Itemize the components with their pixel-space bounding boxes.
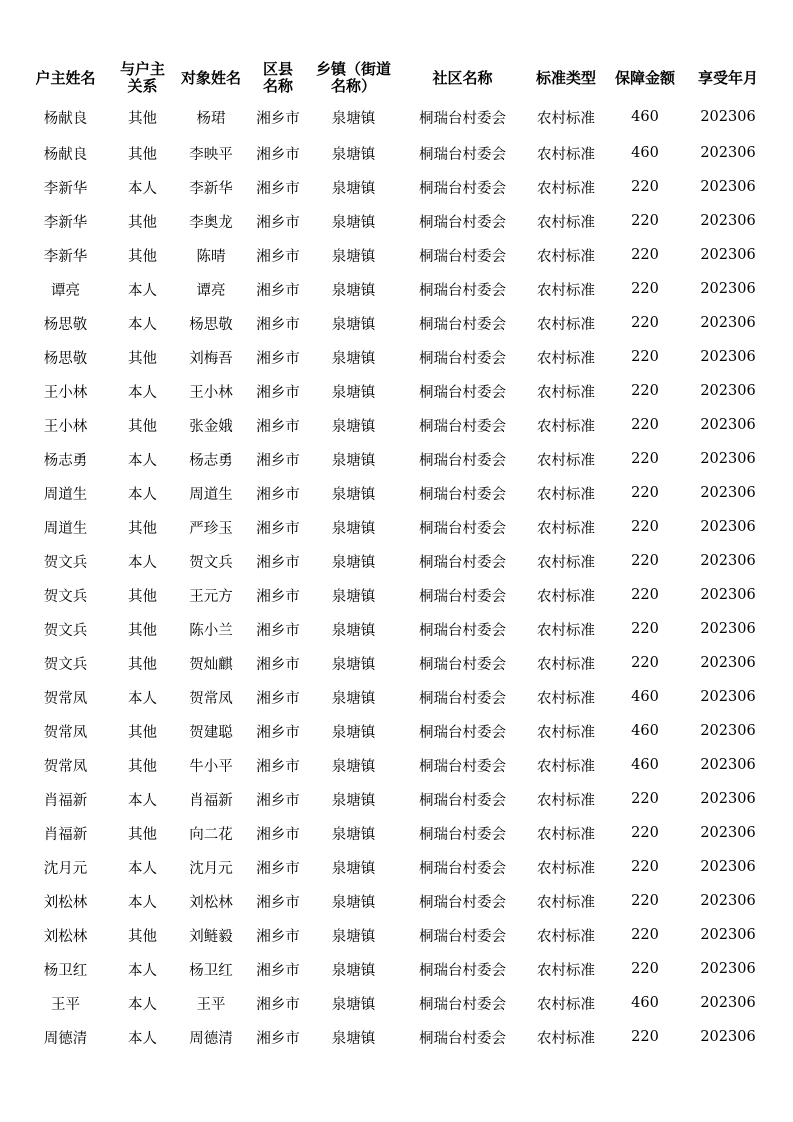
household-head-name-cell: 李新华: [43, 180, 88, 197]
town-cell: 泉塘镇: [331, 928, 376, 945]
standard-type-cell: 农村标准: [537, 554, 595, 571]
table-row: [19, 272, 773, 306]
county-cell: 湘乡市: [256, 554, 300, 571]
county-cell: 湘乡市: [256, 350, 300, 367]
header-benefit-amount: 保障金额: [614, 68, 675, 87]
amount-cell: 220: [631, 315, 659, 331]
community-cell: 桐瑞台村委会: [419, 690, 506, 707]
county-cell: 湘乡市: [256, 928, 300, 945]
table-row: [19, 136, 773, 170]
community-cell: 桐瑞台村委会: [419, 418, 506, 435]
month-cell: 202306: [700, 723, 756, 739]
relation-cell: 其他: [128, 214, 157, 231]
relation-cell: 其他: [128, 656, 157, 673]
recipient-name-cell: 杨珺: [196, 110, 226, 127]
table-row: [19, 476, 773, 510]
relation-cell: 本人: [128, 690, 157, 707]
table-row: [19, 952, 773, 986]
household-head-name-cell: 杨思敬: [43, 350, 88, 367]
standard-type-cell: 农村标准: [537, 622, 595, 639]
community-cell: 桐瑞台村委会: [419, 724, 506, 741]
standard-type-cell: 农村标准: [537, 860, 595, 877]
household-head-name-cell: 王平: [51, 996, 80, 1013]
month-cell: 202306: [700, 145, 756, 161]
household-head-name-cell: 刘松林: [43, 894, 88, 911]
household-head-name-cell: 杨献良: [43, 110, 88, 127]
header-standard-type: 标准类型: [535, 68, 596, 87]
table-row: [19, 442, 773, 476]
community-cell: 桐瑞台村委会: [419, 520, 506, 537]
town-cell: 泉塘镇: [331, 110, 376, 127]
recipient-name-cell: 周道生: [189, 486, 233, 503]
town-cell: 泉塘镇: [331, 214, 376, 231]
relation-cell: 本人: [128, 316, 157, 333]
household-head-name-cell: 刘松林: [43, 928, 88, 945]
standard-type-cell: 农村标准: [537, 316, 595, 333]
amount-cell: 220: [631, 553, 659, 569]
community-cell: 桐瑞台村委会: [419, 384, 506, 401]
month-cell: 202306: [700, 349, 756, 365]
header-recipient-name: 对象姓名: [180, 68, 241, 87]
amount-cell: 220: [631, 451, 659, 467]
relation-cell: 本人: [128, 962, 157, 979]
amount-cell: 220: [631, 655, 659, 671]
relation-cell: 其他: [128, 418, 157, 435]
county-cell: 湘乡市: [256, 996, 300, 1013]
month-cell: 202306: [700, 927, 756, 943]
community-cell: 桐瑞台村委会: [419, 214, 506, 231]
header-community-name: 社区名称: [432, 68, 493, 87]
recipient-name-cell: 杨思敬: [189, 316, 233, 333]
recipient-name-cell: 向二花: [189, 826, 233, 843]
month-cell: 202306: [700, 485, 756, 501]
standard-type-cell: 农村标准: [537, 962, 595, 979]
relation-cell: 其他: [128, 520, 157, 537]
amount-cell: 460: [631, 145, 659, 161]
county-cell: 湘乡市: [256, 452, 300, 469]
household-head-name-cell: 贺文兵: [43, 622, 88, 639]
relation-cell: 本人: [128, 996, 157, 1013]
amount-cell: 460: [631, 109, 659, 125]
relation-cell: 其他: [128, 350, 157, 367]
table-row: [19, 340, 773, 374]
relation-cell: 其他: [128, 758, 157, 775]
county-cell: 湘乡市: [256, 894, 300, 911]
table-row: [19, 510, 773, 544]
town-cell: 泉塘镇: [331, 588, 376, 605]
amount-cell: 220: [631, 485, 659, 501]
amount-cell: 220: [631, 587, 659, 603]
household-head-name-cell: 周德清: [43, 1030, 88, 1047]
month-cell: 202306: [700, 383, 756, 399]
month-cell: 202306: [700, 213, 756, 229]
table-row: [19, 680, 773, 714]
town-cell: 泉塘镇: [331, 316, 376, 333]
standard-type-cell: 农村标准: [537, 180, 595, 197]
standard-type-cell: 农村标准: [537, 826, 595, 843]
household-head-name-cell: 贺文兵: [43, 588, 88, 605]
town-cell: 泉塘镇: [331, 996, 376, 1013]
standard-type-cell: 农村标准: [537, 418, 595, 435]
county-cell: 湘乡市: [256, 146, 300, 163]
household-head-name-cell: 肖福新: [43, 826, 88, 843]
amount-cell: 220: [631, 791, 659, 807]
table-row: [19, 1020, 773, 1054]
community-cell: 桐瑞台村委会: [419, 758, 506, 775]
town-cell: 泉塘镇: [331, 622, 376, 639]
town-cell: 泉塘镇: [331, 758, 376, 775]
standard-type-cell: 农村标准: [537, 384, 595, 401]
town-cell: 泉塘镇: [331, 180, 376, 197]
table-row: [19, 170, 773, 204]
month-cell: 202306: [700, 417, 756, 433]
recipient-name-cell: 王平: [196, 996, 226, 1013]
recipient-name-cell: 张金娥: [189, 418, 233, 435]
county-cell: 湘乡市: [256, 690, 300, 707]
standard-type-cell: 农村标准: [537, 588, 595, 605]
standard-type-cell: 农村标准: [537, 996, 595, 1013]
standard-type-cell: 农村标准: [537, 350, 595, 367]
table-row: [19, 612, 773, 646]
relation-cell: 本人: [128, 1030, 157, 1047]
community-cell: 桐瑞台村委会: [419, 996, 506, 1013]
recipient-name-cell: 牛小平: [189, 758, 233, 775]
month-cell: 202306: [700, 893, 756, 909]
county-cell: 湘乡市: [256, 826, 300, 843]
standard-type-cell: 农村标准: [537, 792, 595, 809]
month-cell: 202306: [700, 621, 756, 637]
table-row: [19, 204, 773, 238]
county-cell: 湘乡市: [256, 860, 300, 877]
table-row: [19, 646, 773, 680]
month-cell: 202306: [700, 553, 756, 569]
amount-cell: 220: [631, 281, 659, 297]
standard-type-cell: 农村标准: [537, 248, 595, 265]
relation-cell: 本人: [128, 384, 157, 401]
relation-cell: 本人: [128, 792, 157, 809]
amount-cell: 220: [631, 621, 659, 637]
amount-cell: 220: [631, 349, 659, 365]
county-cell: 湘乡市: [256, 282, 300, 299]
town-cell: 泉塘镇: [331, 962, 376, 979]
community-cell: 桐瑞台村委会: [419, 282, 506, 299]
month-cell: 202306: [700, 109, 756, 125]
relation-cell: 其他: [128, 928, 157, 945]
amount-cell: 220: [631, 825, 659, 841]
month-cell: 202306: [700, 587, 756, 603]
town-cell: 泉塘镇: [331, 690, 376, 707]
table-row: [19, 748, 773, 782]
relation-cell: 本人: [128, 554, 157, 571]
month-cell: 202306: [700, 179, 756, 195]
standard-type-cell: 农村标准: [537, 214, 595, 231]
amount-cell: 460: [631, 995, 659, 1011]
relation-cell: 本人: [128, 282, 157, 299]
community-cell: 桐瑞台村委会: [419, 826, 506, 843]
recipient-name-cell: 李新华: [189, 180, 233, 197]
county-cell: 湘乡市: [256, 110, 300, 127]
month-cell: 202306: [700, 315, 756, 331]
town-cell: 泉塘镇: [331, 418, 376, 435]
county-cell: 湘乡市: [256, 724, 300, 741]
amount-cell: 220: [631, 893, 659, 909]
town-cell: 泉塘镇: [331, 384, 376, 401]
relation-cell: 其他: [128, 724, 157, 741]
household-head-name-cell: 杨思敬: [43, 316, 88, 333]
community-cell: 桐瑞台村委会: [419, 1030, 506, 1047]
household-head-name-cell: 贺常凤: [43, 690, 88, 707]
recipient-name-cell: 陈晴: [196, 248, 226, 265]
household-head-name-cell: 周道生: [43, 486, 88, 503]
month-cell: 202306: [700, 757, 756, 773]
standard-type-cell: 农村标准: [537, 1030, 595, 1047]
town-cell: 泉塘镇: [331, 724, 376, 741]
town-cell: 泉塘镇: [331, 486, 376, 503]
relation-cell: 本人: [128, 486, 157, 503]
table-row: [19, 98, 773, 136]
recipient-name-cell: 杨卫红: [189, 962, 233, 979]
month-cell: 202306: [700, 961, 756, 977]
month-cell: 202306: [700, 859, 756, 875]
amount-cell: 460: [631, 723, 659, 739]
relation-cell: 其他: [128, 588, 157, 605]
standard-type-cell: 农村标准: [537, 520, 595, 537]
relation-cell: 本人: [128, 894, 157, 911]
month-cell: 202306: [700, 519, 756, 535]
community-cell: 桐瑞台村委会: [419, 248, 506, 265]
table-row: [19, 850, 773, 884]
town-cell: 泉塘镇: [331, 146, 376, 163]
table-row: [19, 884, 773, 918]
table-row: [19, 578, 773, 612]
table-row: [19, 408, 773, 442]
amount-cell: 220: [631, 927, 659, 943]
community-cell: 桐瑞台村委会: [419, 860, 506, 877]
recipient-name-cell: 贺常凤: [189, 690, 233, 707]
county-cell: 湘乡市: [256, 656, 300, 673]
standard-type-cell: 农村标准: [537, 758, 595, 775]
county-cell: 湘乡市: [256, 758, 300, 775]
recipient-name-cell: 李奥龙: [189, 214, 233, 231]
table-row: [19, 544, 773, 578]
recipient-name-cell: 肖福新: [189, 792, 233, 809]
header-county-name: 区县 名称: [262, 60, 293, 95]
month-cell: 202306: [700, 1029, 756, 1045]
household-head-name-cell: 谭亮: [51, 282, 80, 299]
household-head-name-cell: 贺文兵: [43, 656, 88, 673]
table-row: [19, 782, 773, 816]
town-cell: 泉塘镇: [331, 656, 376, 673]
town-cell: 泉塘镇: [331, 554, 376, 571]
community-cell: 桐瑞台村委会: [419, 656, 506, 673]
household-head-name-cell: 杨卫红: [43, 962, 88, 979]
header-town-name: 乡镇（街道 名称）: [315, 60, 391, 95]
assistance-table: [19, 58, 773, 1054]
community-cell: 桐瑞台村委会: [419, 588, 506, 605]
household-head-name-cell: 王小林: [43, 418, 88, 435]
header-household-head-name: 户主姓名: [35, 68, 96, 87]
county-cell: 湘乡市: [256, 384, 300, 401]
community-cell: 桐瑞台村委会: [419, 792, 506, 809]
community-cell: 桐瑞台村委会: [419, 146, 506, 163]
amount-cell: 460: [631, 757, 659, 773]
recipient-name-cell: 王元方: [189, 588, 233, 605]
county-cell: 湘乡市: [256, 418, 300, 435]
community-cell: 桐瑞台村委会: [419, 452, 506, 469]
county-cell: 湘乡市: [256, 316, 300, 333]
town-cell: 泉塘镇: [331, 894, 376, 911]
recipient-name-cell: 杨志勇: [189, 452, 233, 469]
county-cell: 湘乡市: [256, 1030, 300, 1047]
community-cell: 桐瑞台村委会: [419, 928, 506, 945]
community-cell: 桐瑞台村委会: [419, 486, 506, 503]
month-cell: 202306: [700, 791, 756, 807]
community-cell: 桐瑞台村委会: [419, 554, 506, 571]
community-cell: 桐瑞台村委会: [419, 894, 506, 911]
town-cell: 泉塘镇: [331, 860, 376, 877]
amount-cell: 220: [631, 417, 659, 433]
community-cell: 桐瑞台村委会: [419, 180, 506, 197]
recipient-name-cell: 沈月元: [189, 860, 233, 877]
relation-cell: 其他: [128, 110, 157, 127]
household-head-name-cell: 贺常凤: [43, 758, 88, 775]
recipient-name-cell: 贺文兵: [189, 554, 233, 571]
community-cell: 桐瑞台村委会: [419, 622, 506, 639]
county-cell: 湘乡市: [256, 588, 300, 605]
recipient-name-cell: 贺建聪: [189, 724, 233, 741]
standard-type-cell: 农村标准: [537, 928, 595, 945]
table-row: [19, 918, 773, 952]
household-head-name-cell: 肖福新: [43, 792, 88, 809]
town-cell: 泉塘镇: [331, 248, 376, 265]
standard-type-cell: 农村标准: [537, 110, 595, 127]
recipient-name-cell: 严珍玉: [189, 520, 233, 537]
amount-cell: 220: [631, 1029, 659, 1045]
table-row: [19, 816, 773, 850]
table-row: [19, 238, 773, 272]
amount-cell: 220: [631, 179, 659, 195]
header-relation-to-head: 与户主 关系: [119, 60, 165, 95]
relation-cell: 其他: [128, 146, 157, 163]
table-row: [19, 306, 773, 340]
recipient-name-cell: 李映平: [189, 146, 233, 163]
household-head-name-cell: 周道生: [43, 520, 88, 537]
standard-type-cell: 农村标准: [537, 282, 595, 299]
county-cell: 湘乡市: [256, 248, 300, 265]
standard-type-cell: 农村标准: [537, 146, 595, 163]
town-cell: 泉塘镇: [331, 452, 376, 469]
recipient-name-cell: 贺灿麒: [189, 656, 233, 673]
household-head-name-cell: 李新华: [43, 214, 88, 231]
recipient-name-cell: 周德清: [189, 1030, 233, 1047]
community-cell: 桐瑞台村委会: [419, 350, 506, 367]
relation-cell: 其他: [128, 622, 157, 639]
recipient-name-cell: 刘梅吾: [189, 350, 233, 367]
amount-cell: 220: [631, 519, 659, 535]
recipient-name-cell: 刘鲢毅: [189, 928, 233, 945]
month-cell: 202306: [700, 995, 756, 1011]
month-cell: 202306: [700, 451, 756, 467]
town-cell: 泉塘镇: [331, 350, 376, 367]
standard-type-cell: 农村标准: [537, 486, 595, 503]
relation-cell: 其他: [128, 248, 157, 265]
recipient-name-cell: 谭亮: [196, 282, 226, 299]
header-row: [19, 58, 773, 98]
community-cell: 桐瑞台村委会: [419, 962, 506, 979]
town-cell: 泉塘镇: [331, 282, 376, 299]
standard-type-cell: 农村标准: [537, 656, 595, 673]
amount-cell: 220: [631, 213, 659, 229]
relation-cell: 其他: [128, 826, 157, 843]
county-cell: 湘乡市: [256, 214, 300, 231]
town-cell: 泉塘镇: [331, 1030, 376, 1047]
standard-type-cell: 农村标准: [537, 690, 595, 707]
county-cell: 湘乡市: [256, 962, 300, 979]
month-cell: 202306: [700, 655, 756, 671]
county-cell: 湘乡市: [256, 520, 300, 537]
amount-cell: 220: [631, 961, 659, 977]
relation-cell: 本人: [128, 180, 157, 197]
standard-type-cell: 农村标准: [537, 724, 595, 741]
relation-cell: 本人: [128, 452, 157, 469]
amount-cell: 460: [631, 689, 659, 705]
amount-cell: 220: [631, 247, 659, 263]
town-cell: 泉塘镇: [331, 520, 376, 537]
recipient-name-cell: 王小林: [189, 384, 233, 401]
county-cell: 湘乡市: [256, 792, 300, 809]
month-cell: 202306: [700, 825, 756, 841]
county-cell: 湘乡市: [256, 180, 300, 197]
community-cell: 桐瑞台村委会: [419, 316, 506, 333]
table-row: [19, 986, 773, 1020]
community-cell: 桐瑞台村委会: [419, 110, 506, 127]
town-cell: 泉塘镇: [331, 826, 376, 843]
household-head-name-cell: 王小林: [43, 384, 88, 401]
recipient-name-cell: 陈小兰: [189, 622, 233, 639]
household-head-name-cell: 杨志勇: [43, 452, 88, 469]
household-head-name-cell: 贺常凤: [43, 724, 88, 741]
standard-type-cell: 农村标准: [537, 894, 595, 911]
household-head-name-cell: 杨献良: [43, 146, 88, 163]
amount-cell: 220: [631, 383, 659, 399]
county-cell: 湘乡市: [256, 486, 300, 503]
table-row: [19, 714, 773, 748]
household-head-name-cell: 沈月元: [43, 860, 88, 877]
recipient-name-cell: 刘松林: [189, 894, 233, 911]
month-cell: 202306: [700, 247, 756, 263]
table-row: [19, 374, 773, 408]
town-cell: 泉塘镇: [331, 792, 376, 809]
relation-cell: 本人: [128, 860, 157, 877]
amount-cell: 220: [631, 859, 659, 875]
month-cell: 202306: [700, 689, 756, 705]
header-benefit-month: 享受年月: [697, 68, 758, 87]
county-cell: 湘乡市: [256, 622, 300, 639]
household-head-name-cell: 贺文兵: [43, 554, 88, 571]
month-cell: 202306: [700, 281, 756, 297]
standard-type-cell: 农村标准: [537, 452, 595, 469]
household-head-name-cell: 李新华: [43, 248, 88, 265]
table-body: [19, 98, 773, 1054]
